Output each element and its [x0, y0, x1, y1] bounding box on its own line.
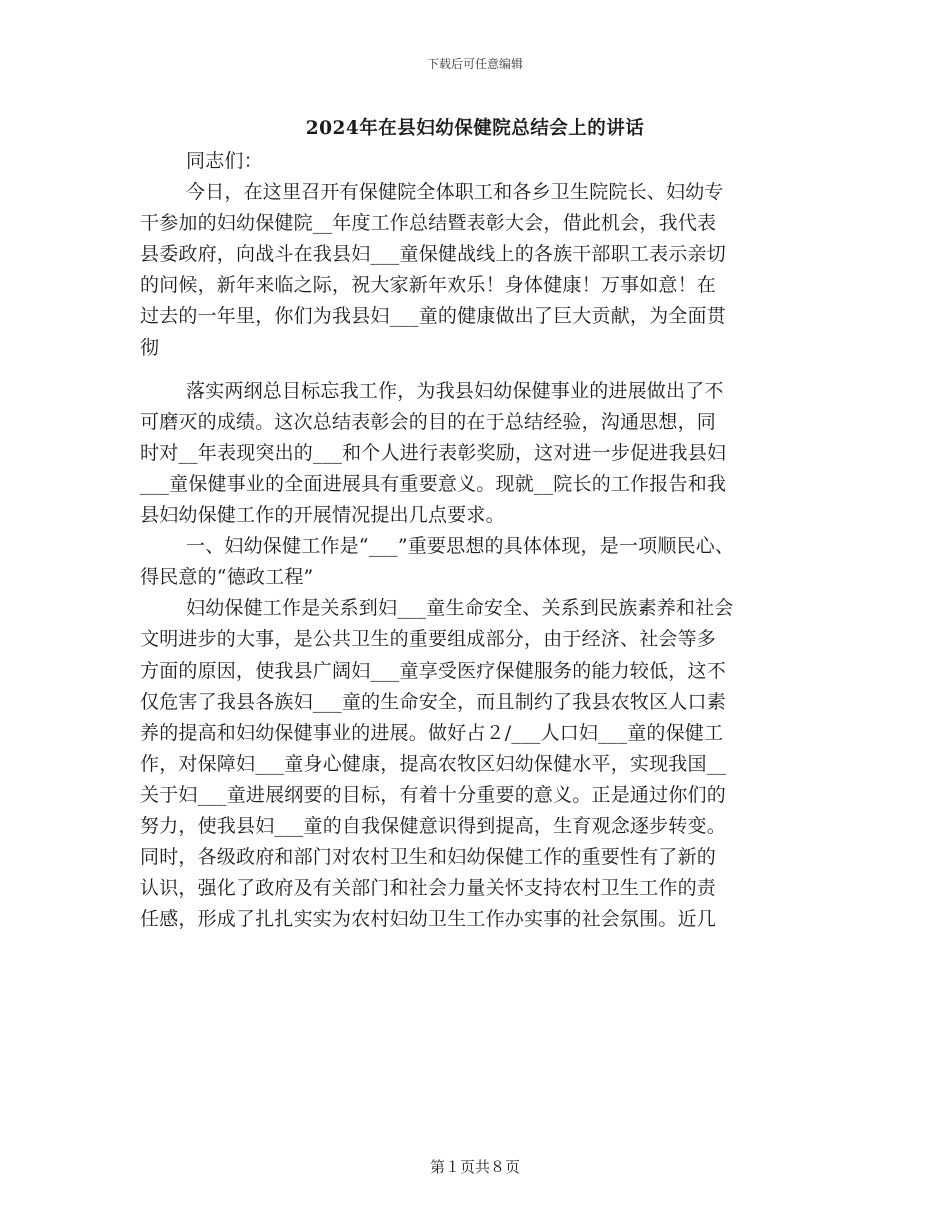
paragraph-line: 妇幼保健工作是关系到妇___童生命安全、关系到民族素养和社会 [186, 597, 734, 620]
salutation: 同志们： [186, 150, 263, 172]
paragraph-line: 仅危害了我县各族妇___童的生命安全，而且制约了我县农牧区人口素 [140, 690, 726, 713]
document-body [140, 146, 820, 935]
paragraph-line: 彻 [140, 336, 160, 359]
section-heading-line: 一、妇幼保健工作是“___”重要思想的具体体现，是一项顺民心、 [186, 535, 735, 558]
paragraph-line: 文明进步的大事，是公共卫生的重要组成部分，由于经济、社会等多 [140, 628, 717, 651]
paragraph-line: 时对__年表现突出的___和个人进行表彰奖励，这对进一步促进我县妇 [140, 441, 727, 464]
paragraph-line: ___童保健事业的全面进展具有重要意义。现就__院长的工作报告和我 [140, 472, 727, 495]
paragraph-line: 县委政府，向战斗在我县妇___童保健战线上的各族干部职工表示亲切 [140, 243, 726, 266]
paragraph-line: 县妇幼保健工作的开展情况提出几点要求。 [140, 504, 505, 527]
paragraph-line: 过去的一年里，你们为我县妇___童的健康做出了巨大贡献，为全面贯 [140, 305, 726, 328]
paragraph-line: 作，对保障妇___童身心健康，提高农牧区妇幼保健水平，实现我国__ [140, 752, 727, 775]
paragraph-line: 努力，使我县妇___童的自我保健意识得到提高，生育观念逐步转变。 [140, 814, 726, 837]
paragraph-line: 方面的原因，使我县广阔妇___童享受医疗保健服务的能力较低，这不 [140, 659, 726, 682]
document-title: 2024年在县妇幼保健院总结会上的讲话 [305, 118, 645, 139]
paragraph-line: 可磨灭的成绩。这次总结表彰会的目的在于总结经验，沟通思想，同 [140, 410, 717, 433]
paragraph-line: 干参加的妇幼保健院__年度工作总结暨表彰大会，借此机会，我代表 [140, 212, 717, 235]
page-number: 第１页共８页 [429, 1158, 520, 1176]
paragraph-line: 关于妇___童进展纲要的目标，有着十分重要的意义。正是通过你们的 [140, 783, 726, 806]
header-note: 下载后可任意编辑 [426, 57, 523, 71]
paragraph-line: 任感，形成了扎扎实实为农村妇幼卫生工作办实事的社会氛围。近几 [140, 908, 717, 931]
paragraph-line: 落实两纲总目标忘我工作，为我县妇幼保健事业的进展做出了不 [186, 379, 724, 402]
paragraph-line: 认识，强化了政府及有关部门和社会力量关怀支持农村卫生工作的责 [140, 877, 717, 900]
paragraph-line: 今日，在这里召开有保健院全体职工和各乡卫生院院长、妇幼专 [186, 181, 724, 204]
paragraph-line: 的问候，新年来临之际，祝大家新年欢乐！身体健康！万事如意！在 [140, 274, 717, 297]
paragraph-line: 养的提高和妇幼保健事业的进展。做好占２/___人口妇___童的保健工 [140, 721, 724, 744]
paragraph-line: 同时，各级政府和部门对农村卫生和妇幼保健工作的重要性有了新的 [140, 846, 717, 869]
section-heading-line: 得民意的“德政工程” [140, 566, 314, 589]
